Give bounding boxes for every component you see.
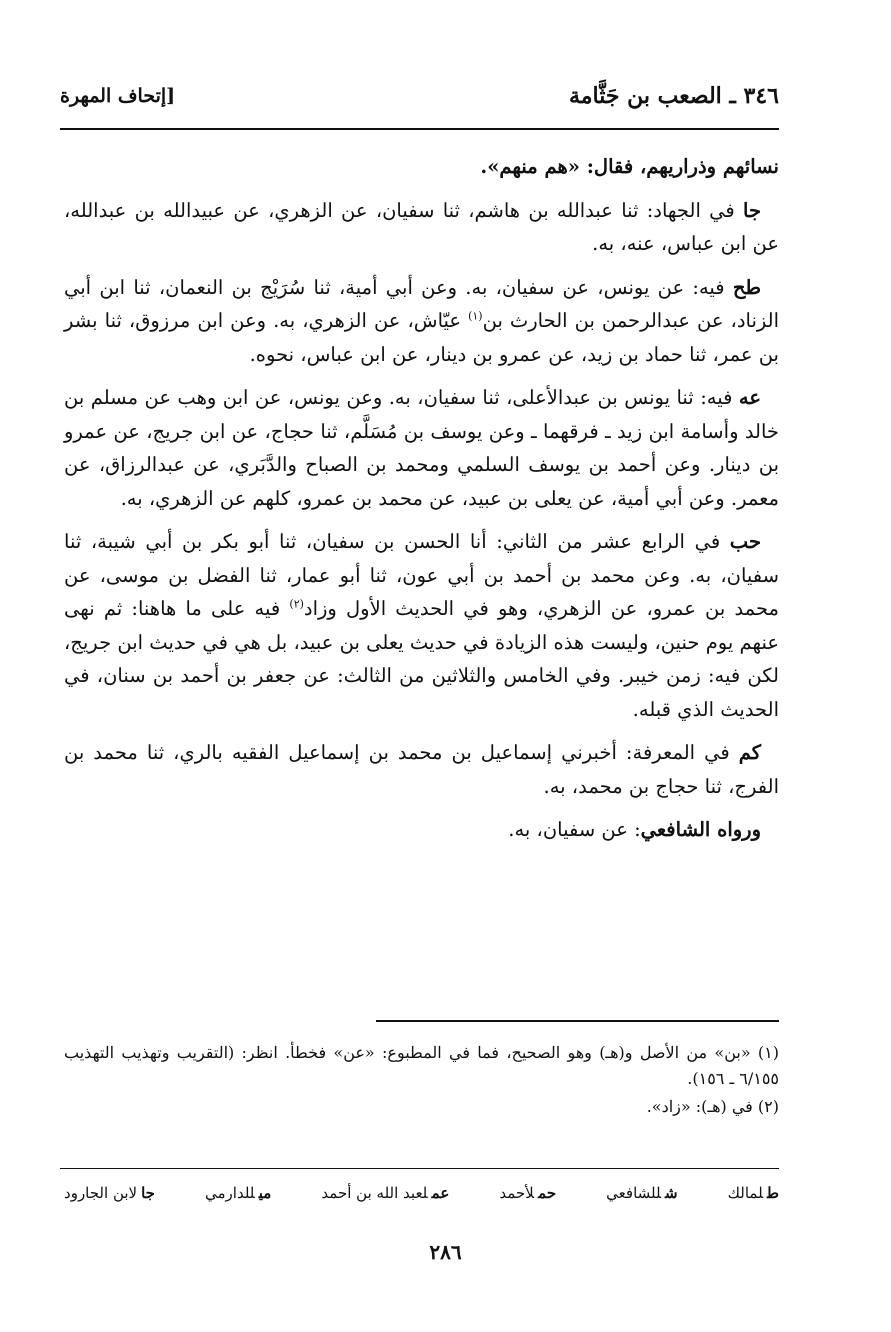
paragraph-shafii [64, 813, 779, 847]
paragraph-text: فيه: ثنا يونس بن عبدالأعلى، ثنا سفيان، به. وعن يونس، عن ابن وهب عن مسلم بن خالد وأسامة ابن زيد ـ فرقهما ـ وعن يوسف بن مُسَلَّم، ثنا حجاج، عن ابن جريج، عن عمرو بن دينار. وعن أحمد بن يوسف السلمي ومحمد بن الصباح والدَّبَري، عن عبدالرزاق، عن معمر. وعن أبي أمية، عن يعلى بن عبيد، عن محمد بن عمرو، كلهم عن الزهري، به. [64, 386, 779, 510]
footnote-1: (١) «بن» من الأصل و(هـ) وهو الصحيح، فما في المطبوع: «عن» فخطأ. انظر: (التقريب وتهذيب التهذيب ٦/١٥٥ ـ ١٥٦). [64, 1043, 779, 1088]
paragraph-tah [64, 271, 779, 372]
abbr-text: لمالك [727, 1184, 764, 1202]
abbreviations-rule [60, 1168, 779, 1169]
abbr-text: لابن الجارود [64, 1184, 138, 1202]
abbr-symbol: ط [767, 1184, 779, 1202]
source-symbol: جا [743, 198, 761, 222]
abbr-symbol: حم [538, 1184, 557, 1202]
abbr-symbol: عم [431, 1184, 450, 1202]
footnote-rule [376, 1020, 779, 1022]
abbreviation-key [64, 1184, 779, 1202]
paragraph-continuation [64, 150, 779, 184]
source-symbol: ورواه الشافعي [640, 818, 761, 841]
abbr-item [64, 1184, 155, 1202]
paragraph-text: : عن سفيان، به. [508, 818, 641, 841]
paragraph-ja [64, 194, 779, 261]
abbr-symbol: مي [258, 1184, 272, 1202]
abbr-item [728, 1184, 779, 1202]
abbr-text: لعبد الله بن أحمد [321, 1184, 428, 1202]
source-symbol: حب [729, 530, 761, 553]
header-rule [60, 128, 779, 130]
footnote-ref: (١) [468, 309, 483, 323]
source-symbol: كم [738, 741, 761, 764]
abbr-item [499, 1184, 556, 1202]
footnote-2: (٢) في (هـ): «زاد». [646, 1097, 779, 1116]
page-number: ٢٨٦ [429, 1240, 462, 1264]
source-symbol: طح [732, 275, 761, 299]
footnote-ref: (٢) [289, 597, 304, 611]
abbr-item [606, 1184, 677, 1202]
header-title: ٣٤٦ ـ الصعب بن جَثَّامة [568, 83, 779, 109]
abbr-text: لأحمد [499, 1184, 535, 1202]
footnotes [64, 1040, 779, 1122]
abbr-symbol: جا [141, 1184, 155, 1202]
paragraph-text: في الرابع عشر من الثاني: أنا الحسن بن سفيان، ثنا أبو بكر بن أبي شيبة، ثنا سفيان، به. وعن محمد بن أحمد بن أبي عون، ثنا أبو عمار، ثنا الفضل بن موسى، عن محمد بن عمرو، عن الزهري، وهو في الحديث الأول وزاد [64, 530, 779, 620]
paragraph-text: فيه: عن يونس، عن سفيان، به. وعن أبي أمية، ثنا سُرَيْج بن النعمان، ثنا ابن أبي الزناد، عن عبدالرحمن بن الحارث بن [64, 275, 779, 332]
paragraph-text: نسائهم وذراريهم، فقال: «هم منهم». [480, 155, 779, 178]
paragraph-km [64, 736, 779, 803]
paragraph-text: في الجهاد: ثنا عبدالله بن هاشم، ثنا سفيان، عن الزهري، عن عبيدالله بن عبدالله، عن ابن عباس، عنه، به. [64, 198, 779, 255]
abbr-text: للدارمي [205, 1184, 255, 1202]
abbr-text: للشافعي [606, 1184, 661, 1202]
paragraph-text: في المعرفة: أخبرني إسماعيل بن محمد بن إسماعيل الفقيه بالري، ثنا محمد بن الفرج، ثنا حجاج بن محمد، به. [64, 741, 779, 798]
abbr-item [205, 1184, 271, 1202]
header-book-name: [إتحاف المهرة [60, 85, 176, 107]
abbr-item [321, 1184, 449, 1202]
paragraph-text: فيه على ما هاهنا: ثم نهى عنهم يوم حنين، وليست هذه الزيادة في حديث يعلى بن عبيد، بل هي في حديث ابن جريج، لكن فيه: زمن خيبر. وفي الخامس والثلاثين من الثالث: عن جعفر بن أحمد بن سنان، في الحديث الذي قبله. [64, 597, 779, 721]
page-header [60, 78, 779, 114]
paragraph-hb [64, 525, 779, 726]
main-text [64, 150, 779, 857]
source-symbol: عه [738, 386, 761, 409]
paragraph-ah [64, 381, 779, 515]
abbr-symbol: ش [664, 1184, 678, 1202]
paragraph-text: عيّاش، عن الزهري، به. وعن ابن مرزوق، ثنا بشر بن عمر، ثنا حماد بن زيد، عن عمرو بن دينار، عن ابن عباس، نحوه. [64, 309, 779, 366]
